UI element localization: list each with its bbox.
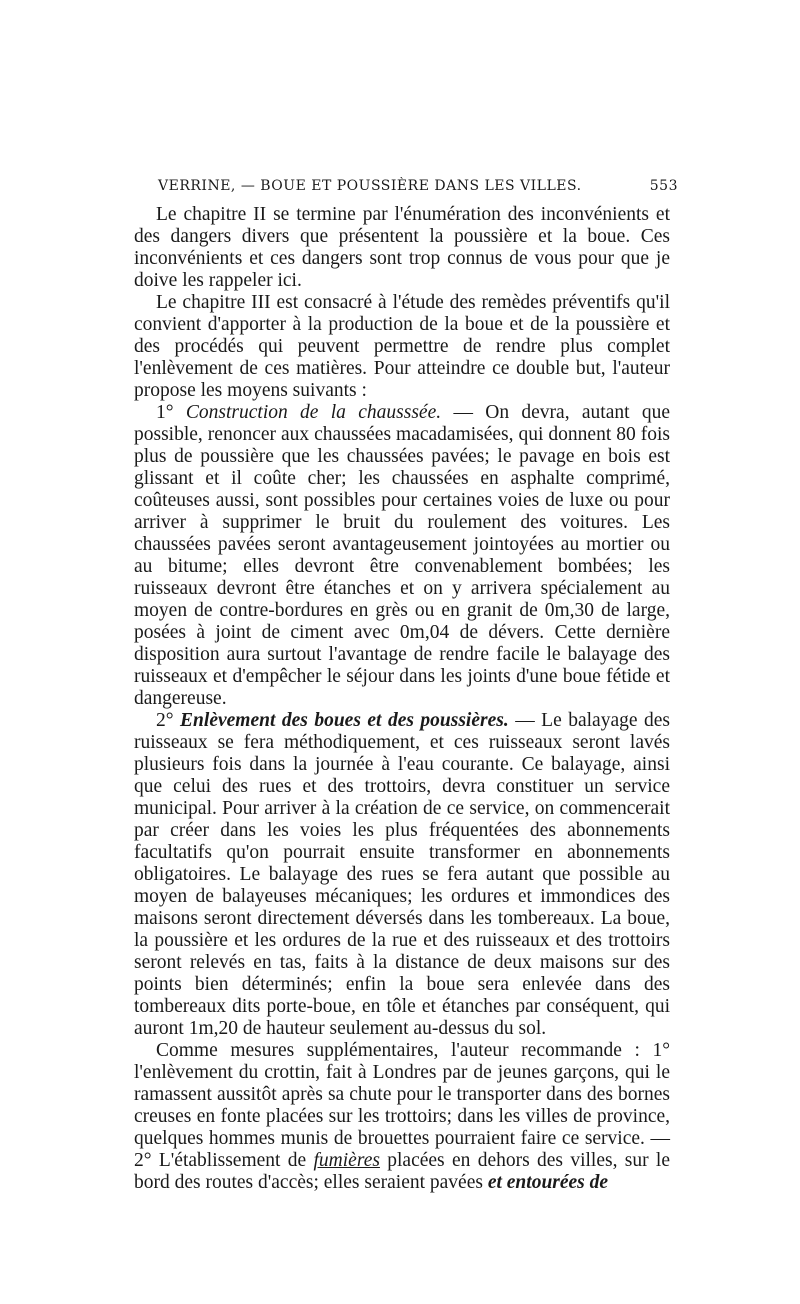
- paragraph-text: Comme mesures supplémentaires, l'auteur recommande : 1° l'enlèvement du crottin, fait à Londres par de jeunes garçons, qui le ramassent aussitôt après sa chute pour le transporter dans des bornes creuses en fonte placées sur les trottoirs; dans les villes de province, quelques hommes munis de brouettes pourraient faire ce service. — 2° L'établissement de: [134, 1040, 670, 1171]
- section-text: — On devra, autant que possible, renoncer aux chaussées macadamisées, qui donnent 80 fois plus de poussière que les chaussées pavées; le pavage en bois est glissant et il coûte cher; les chaussées en asphalte comprimé, coûteuses aussi, sont possibles pour certaines voies de luxe ou pour arriver à supprimer le bruit du roulement des voitures. Les chaussées pavées seront avantageusement jointoyées au mortier ou au bitume; elles devront être convenablement bombées; les ruisseaux devront être étanches et on y arrivera spécialement au moyen de contre-bordures en grès ou en granit de 0m,30 de large, posées à joint de ciment avec 0m,04 de dévers. Cette dernière disposition aura surtout l'avantage de rendre facile le balayage des ruisseaux et d'empêcher le séjour dans les joints d'une boue fétide et dangereuse.: [134, 402, 671, 709]
- paragraph-3: [134, 402, 670, 710]
- section-number: 2°: [156, 710, 174, 731]
- page-number: 553: [649, 178, 678, 194]
- section-text: — Le balayage des ruisseaux se fera méthodiquement, et ces ruisseaux seront lavés plusieurs fois dans la journée à l'eau courante. Ce balayage, ainsi que celui des rues et des trottoirs, devra constituer un service municipal. Pour arriver à la création de ce service, on commencerait par créer dans les voies les plus fréquentées des abonnements facultatifs qu'on pourrait ensuite transformer en abonnements obligatoires. Le balayage des rues se fera autant que possible au moyen de balayeuses mécaniques; les ordures et immondices des maisons seront directement déversés dans les tombereaux. La boue, la poussière et les ordures de la rue et des ruisseaux et des trottoirs seront relevés en tas, faits à la distance de deux maisons sur des points bien déterminés; enfin la boue sera enlevée dans des tombereaux dits porte-boue, en tôle et étanches par conséquent, qui auront 1m,20 de hauteur seulement au-dessus du sol.: [134, 710, 670, 1039]
- page-header: [158, 178, 678, 198]
- section-title: Construction de la chausssée.: [185, 402, 442, 423]
- running-head: VERRINE, — BOUE ET POUSSIÈRE DANS LES VILLES.: [158, 178, 582, 194]
- underlined-term: fumières: [313, 1150, 380, 1171]
- paragraph-5: [134, 1040, 670, 1194]
- body-text: [134, 204, 670, 1194]
- paragraph-text-continued: placées en dehors des villes, sur le bord des routes d'accès; elles seraient pavées: [134, 1150, 671, 1193]
- paragraph-1: Le chapitre II se termine par l'énumération des inconvénients et des dangers divers que présentent la poussière et la boue. Ces inconvénients et ces dangers sont trop connus de vous pour que je doive les rappeler ici.: [134, 204, 670, 291]
- section-number: 1°: [156, 402, 174, 423]
- paragraph-2: Le chapitre III est consacré à l'étude des remèdes préventifs qu'il convient d'apporter à la production de la boue et de la poussière et des procédés qui peuvent permettre de rendre plus complet l'enlèvement de ces matières. Pour atteindre ce double but, l'auteur propose les moyens suivants :: [134, 292, 670, 401]
- section-title: Enlèvement des boues et des poussières.: [180, 710, 509, 731]
- italic-ending: et entourées de: [487, 1172, 609, 1193]
- paragraph-4: [134, 710, 670, 1040]
